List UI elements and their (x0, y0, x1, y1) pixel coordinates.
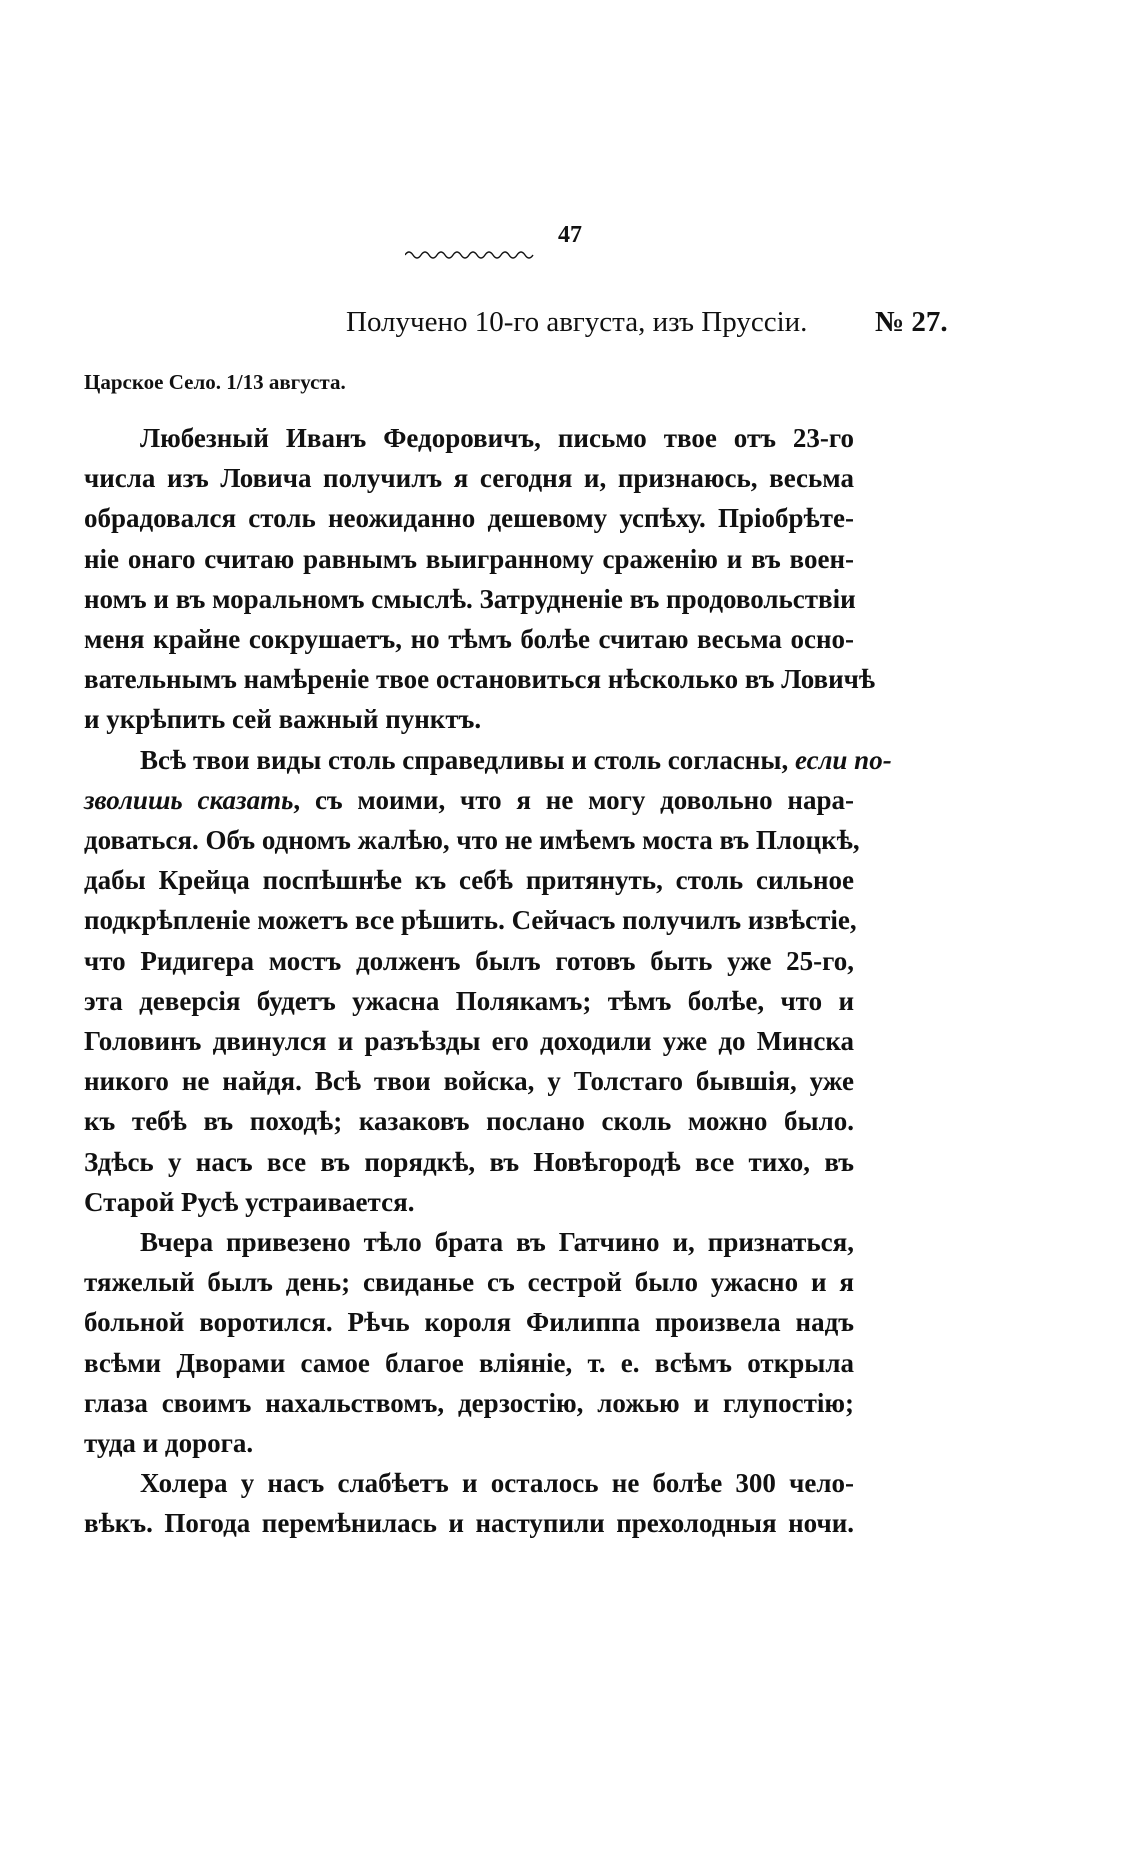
text-line: числа изъ Ловича получилъ я сегодня и, признаюсь, весьма (84, 463, 854, 494)
text-line: никого не найдя. Всѣ твои войска, у Толстаго бывшія, уже (84, 1066, 854, 1097)
text-line: тяжелый былъ день; свиданье съ сестрой было ужасно и я (84, 1267, 854, 1298)
text-line: дабы Крейца поспѣшнѣе къ себѣ притянуть, столь сильное (84, 865, 854, 896)
wave-divider (405, 249, 535, 261)
text-line: глаза своимъ нахальствомъ, дерзостію, ложью и глупостію; (84, 1387, 854, 1418)
text-segment: , съ моими, что я не могу довольно нара- (293, 784, 854, 815)
text-line: подкрѣпленіе можетъ все рѣшить. Сейчасъ получилъ извѣстіе, (84, 905, 857, 936)
text-line: ніе онаго считаю равнымъ выигранному сраженію и въ воен- (84, 543, 854, 574)
letter-number: № 27. (875, 306, 948, 338)
dateline: Царское Село. 1/13 августа. (84, 370, 346, 394)
page-number-text: 47 (558, 222, 582, 248)
text-line: меня крайне сокрушаетъ, но тѣмъ болѣе считаю весьма осно- (84, 624, 854, 655)
italic-phrase: зволишь сказать (84, 784, 294, 815)
paragraph-3 (84, 1222, 854, 1463)
text-line: обрадовался столь неожиданно дешевому успѣху. Пріобрѣте- (84, 503, 854, 534)
text-line: всѣми Дворами самое благое вліяніе, т. е. всѣмъ открыла (84, 1347, 854, 1378)
text-line: что Ридигера мостъ долженъ былъ готовъ быть уже 25-го, (84, 945, 854, 976)
paragraph-4 (84, 1463, 854, 1543)
text-line: туда и дорога. (84, 1428, 254, 1459)
text-line: номъ и въ моральномъ смыслѣ. Затрудненіе въ продовольствіи (84, 583, 856, 614)
text-line: Старой Русѣ устраивается. (84, 1186, 415, 1217)
text-line: Холера у насъ слабѣетъ и осталось не болѣе 300 чело- (140, 1468, 854, 1499)
paragraph-2 (84, 740, 892, 1222)
text-line: Любезный Иванъ Федоровичъ, письмо твое отъ 23-го (140, 423, 854, 453)
letter-body (84, 418, 892, 1544)
text-line: вательнымъ намѣреніе твое остановиться нѣсколько въ Ловичѣ (84, 664, 876, 695)
text-line: Вчера привезено тѣло брата въ Гатчино и, признаться, (140, 1227, 854, 1258)
page-number (0, 222, 1140, 261)
letter-heading (346, 306, 946, 339)
text-line: къ тебѣ въ походѣ; казаковъ послано сколь можно было. (84, 1106, 854, 1137)
received-note: Получено 10-го августа, изъ Пруссіи. (346, 306, 808, 338)
text-line: больной воротился. Рѣчь короля Филиппа произвела надъ (84, 1307, 854, 1338)
italic-phrase: если по- (794, 744, 892, 775)
text-line (84, 740, 892, 780)
text-line: доваться. Объ одномъ жалѣю, что не имѣемъ моста въ Плоцкѣ, (84, 825, 860, 856)
text-segment: Всѣ твои виды столь справедливы и столь согласны, (140, 744, 795, 775)
text-line: и укрѣпить сей важный пунктъ. (84, 704, 482, 735)
paragraph-1 (84, 418, 876, 740)
text-line: Головинъ двинулся и разъѣзды его доходили уже до Минска (84, 1026, 854, 1057)
text-line: эта деверсія будетъ ужасна Полякамъ; тѣмъ болѣе, что и (84, 985, 854, 1016)
text-line: Здѣсь у насъ все въ порядкѣ, въ Новѣгородѣ все тихо, въ (84, 1146, 854, 1177)
text-line: вѣкъ. Погода перемѣнилась и наступили прехолодныя ночи. (84, 1508, 854, 1539)
text-line (84, 780, 854, 820)
